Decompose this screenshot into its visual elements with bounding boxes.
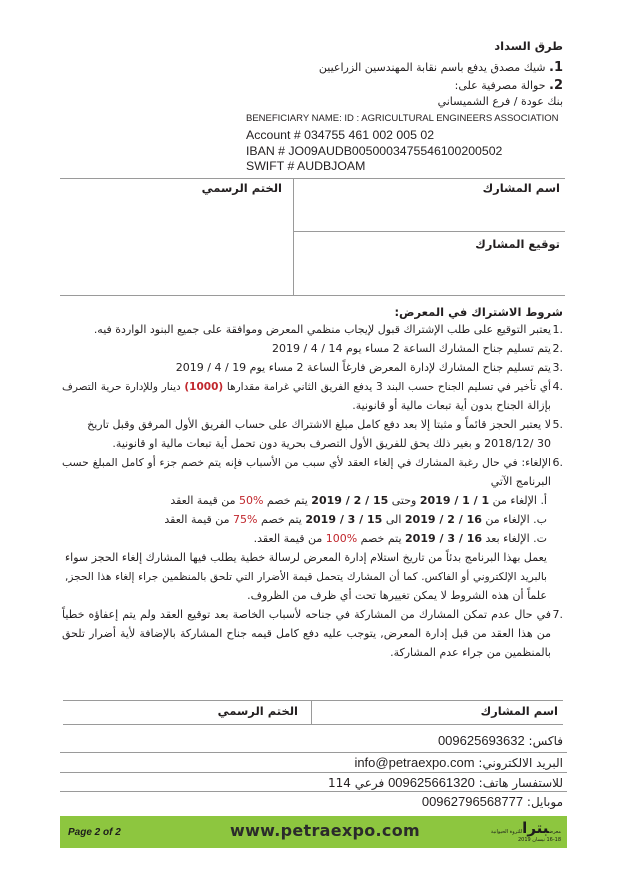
inquiry-line	[328, 775, 563, 790]
account-number: Account # 034755 461 002 005 02	[246, 128, 435, 142]
website-link[interactable]: www.petraexpo.com	[230, 821, 420, 840]
condition-text: يعمل بهذا البرنامج بدئاً من تاريخ استلام إدارة المعرض لرسالة خطية يطلب فيها المشارك إلغاء الحجز سواء	[65, 551, 547, 564]
swift: SWIFT # AUDBJOAM	[246, 159, 366, 173]
condition-line	[272, 341, 551, 357]
item-text: شيك مصدق يدفع باسم نقابة المهندسين الزراعيين	[318, 61, 546, 74]
condition-line	[352, 398, 551, 414]
logo-title: بترا	[522, 819, 549, 837]
condition-line	[87, 417, 551, 433]
mobile-value: 00962796568777	[421, 794, 524, 809]
condition-text: 1 / 1 / 2019	[419, 494, 490, 507]
condition-text: من هذا العقد من قبل إدارة المعرض, يتوجب عليه دفع كامل قيمه جناح المشاركة بالإضافة لأية أضرار تلحق	[62, 627, 551, 640]
divider	[60, 791, 567, 792]
footer-bar	[60, 816, 567, 848]
beneficiary-name: BENEFICIARY NAME: ID : AGRICULTURAL ENGINEERS ASSOCIATION	[246, 113, 559, 124]
condition-line	[62, 607, 551, 623]
fax-value: 009625693632	[437, 733, 525, 748]
mobile-label: موبايل:	[526, 795, 563, 809]
payment-item-1	[319, 60, 563, 76]
fax-label: فاكس:	[528, 734, 563, 748]
divider	[60, 295, 565, 296]
condition-text: أي تأخير في تسليم الجناح حسب البند 3 يدفع الفريق الثاني غرامة مقدارها	[223, 381, 551, 393]
highlighted-value: %100	[325, 532, 358, 545]
condition-text: 30 /2018/12 و بغير ذلك يحق للفريق الأول التصرف بحرية دون تحمل أية تبعات مالية او قانونية.	[112, 437, 551, 450]
condition-line	[390, 645, 551, 661]
condition-number: 2.	[552, 342, 563, 355]
item-number: 1.	[549, 60, 563, 75]
divider	[60, 772, 567, 773]
official-stamp-label: الختم الرسمي	[201, 181, 282, 195]
condition-text: ب. الإلغاء من	[481, 513, 547, 526]
iban: IBAN # JO09AUDB0050003475546100200502	[246, 144, 503, 158]
item-number: 2.	[549, 78, 563, 93]
condition-text: يتم خصم	[257, 513, 306, 526]
condition-text: الى	[382, 513, 405, 526]
divider	[293, 178, 294, 295]
condition-text: دينار وللإدارة حرية التصرف	[62, 381, 185, 393]
divider	[311, 700, 312, 724]
logo-subtitle: للثروة الحيوانية	[490, 829, 523, 835]
condition-text: أ. الإلغاء من	[489, 494, 547, 507]
condition-line	[247, 588, 547, 604]
condition-line	[62, 379, 551, 395]
condition-text: وحتى	[388, 494, 420, 507]
logo-date: 16-18 نيسان 2019	[517, 837, 561, 843]
condition-text: علماً أن هذه الشروط لا يمكن تغييرها تحت أي ظرف من الظروف.	[247, 589, 547, 602]
participant-signature-label: توقيع المشارك	[475, 237, 560, 251]
highlighted-value: %75	[233, 513, 258, 526]
payment-title: طرق السداد	[494, 39, 563, 53]
conditions-title: شروط الاشتراك في المعرض:	[394, 305, 563, 319]
condition-text: يتم تسليم جناح المشارك لإدارة المعرض فارغاً الساعة 2 مساء يوم 19 / 4 / 2019	[175, 361, 551, 374]
condition-text: 15 / 3 / 2019	[305, 513, 383, 526]
participant-name-label: اسم المشارك	[482, 181, 560, 195]
inquiry-phone: 009625661320	[388, 775, 475, 790]
inquiry-ext: فرعي 114	[328, 776, 385, 790]
condition-text: 16 / 2 / 2019	[404, 513, 482, 526]
condition-text: 16 / 3 / 2019	[405, 532, 482, 545]
condition-text: بإزالة الجناح بدون أية تبعات مالية أو قانونية.	[352, 399, 551, 412]
participant-name-label: اسم المشارك	[480, 704, 558, 718]
condition-line	[164, 512, 547, 528]
page-number: Page 2 of 2	[68, 827, 121, 838]
condition-number: 3.	[552, 361, 563, 374]
condition-text: ت. الإلغاء بعد	[482, 532, 547, 545]
condition-text: بالبريد الإلكتروني أو الفاكس. كما أن المشارك يتحمل قيمة الأضرار التي تلحق بالمنظمين جراء إلغاء هذا الحجز,	[65, 571, 547, 583]
condition-text: يعتبر التوقيع على طلب الإشتراك قبول لإيجاب منظمي المعرض وموافقة على جميع البنود الواردة فيه.	[93, 323, 551, 336]
divider	[60, 752, 567, 753]
condition-line	[65, 550, 547, 566]
condition-number: 7.	[552, 608, 563, 621]
bank-name: بنك عودة / فرع الشميساني	[437, 95, 563, 108]
condition-number: 5.	[552, 418, 563, 431]
condition-text: يتم تسليم جناح المشارك الساعة 2 مساء يوم 14 / 4 / 2019	[272, 342, 551, 355]
divider	[60, 178, 565, 179]
highlighted-value: %50	[238, 494, 264, 507]
email-line	[354, 755, 563, 770]
condition-line	[62, 455, 551, 471]
condition-line	[94, 322, 551, 338]
condition-line	[65, 569, 547, 585]
condition-text: 15 / 2 / 2019	[311, 494, 389, 507]
condition-number: 6.	[552, 456, 563, 469]
condition-text: من قيمة العقد	[164, 513, 234, 526]
logo-prefix: معرض	[548, 829, 561, 835]
condition-line	[254, 531, 547, 547]
mobile-line	[422, 794, 563, 809]
official-stamp-label: الختم الرسمي	[217, 704, 298, 718]
inquiry-label: للاستفسار هاتف:	[478, 776, 563, 790]
condition-text: في حال عدم تمكن المشارك من المشاركة في جناحه لأسباب الخاصة بعد توقيع العقد ولم يتم إعفاؤه خطياً	[62, 608, 551, 621]
highlighted-value: (1000)	[184, 381, 224, 393]
condition-line	[62, 626, 551, 642]
condition-text: يتم خصم	[357, 532, 406, 545]
condition-text: البرنامج الآتي	[490, 475, 551, 488]
condition-line	[176, 360, 551, 376]
condition-text: بالمنظمين من جراء عدم المشاركة.	[390, 646, 551, 659]
condition-text: الإلغاء: في حال رغبة المشارك في إلغاء العقد لأي سبب من الأسباب فإنه يتم خصم جزء أو كامل المبلغ حسب	[62, 456, 551, 469]
condition-number: 1.	[552, 323, 563, 336]
fax-line	[438, 733, 563, 748]
condition-number: 4.	[552, 380, 563, 393]
condition-line	[112, 436, 551, 452]
email-label: البريد الالكتروني:	[478, 756, 563, 770]
email-link[interactable]: info@petraexpo.com	[354, 755, 475, 770]
divider	[63, 700, 563, 701]
condition-line	[170, 493, 547, 509]
divider	[293, 231, 565, 232]
item-text: حوالة مصرفية على:	[454, 79, 546, 92]
condition-text: من قيمة العقد	[170, 494, 239, 507]
condition-line	[491, 474, 551, 490]
condition-text: من قيمة العقد.	[253, 532, 326, 545]
petra-expo-logo	[483, 818, 561, 846]
condition-text: لا يعتبر الحجز قائماً و مثبتا إلا بعد دفع كامل مبلغ الاشتراك على حساب الفريق الأول المرفق وقبل تاريخ	[87, 418, 551, 431]
divider	[63, 724, 563, 725]
condition-text: يتم خصم	[263, 494, 312, 507]
payment-item-2	[455, 78, 563, 94]
